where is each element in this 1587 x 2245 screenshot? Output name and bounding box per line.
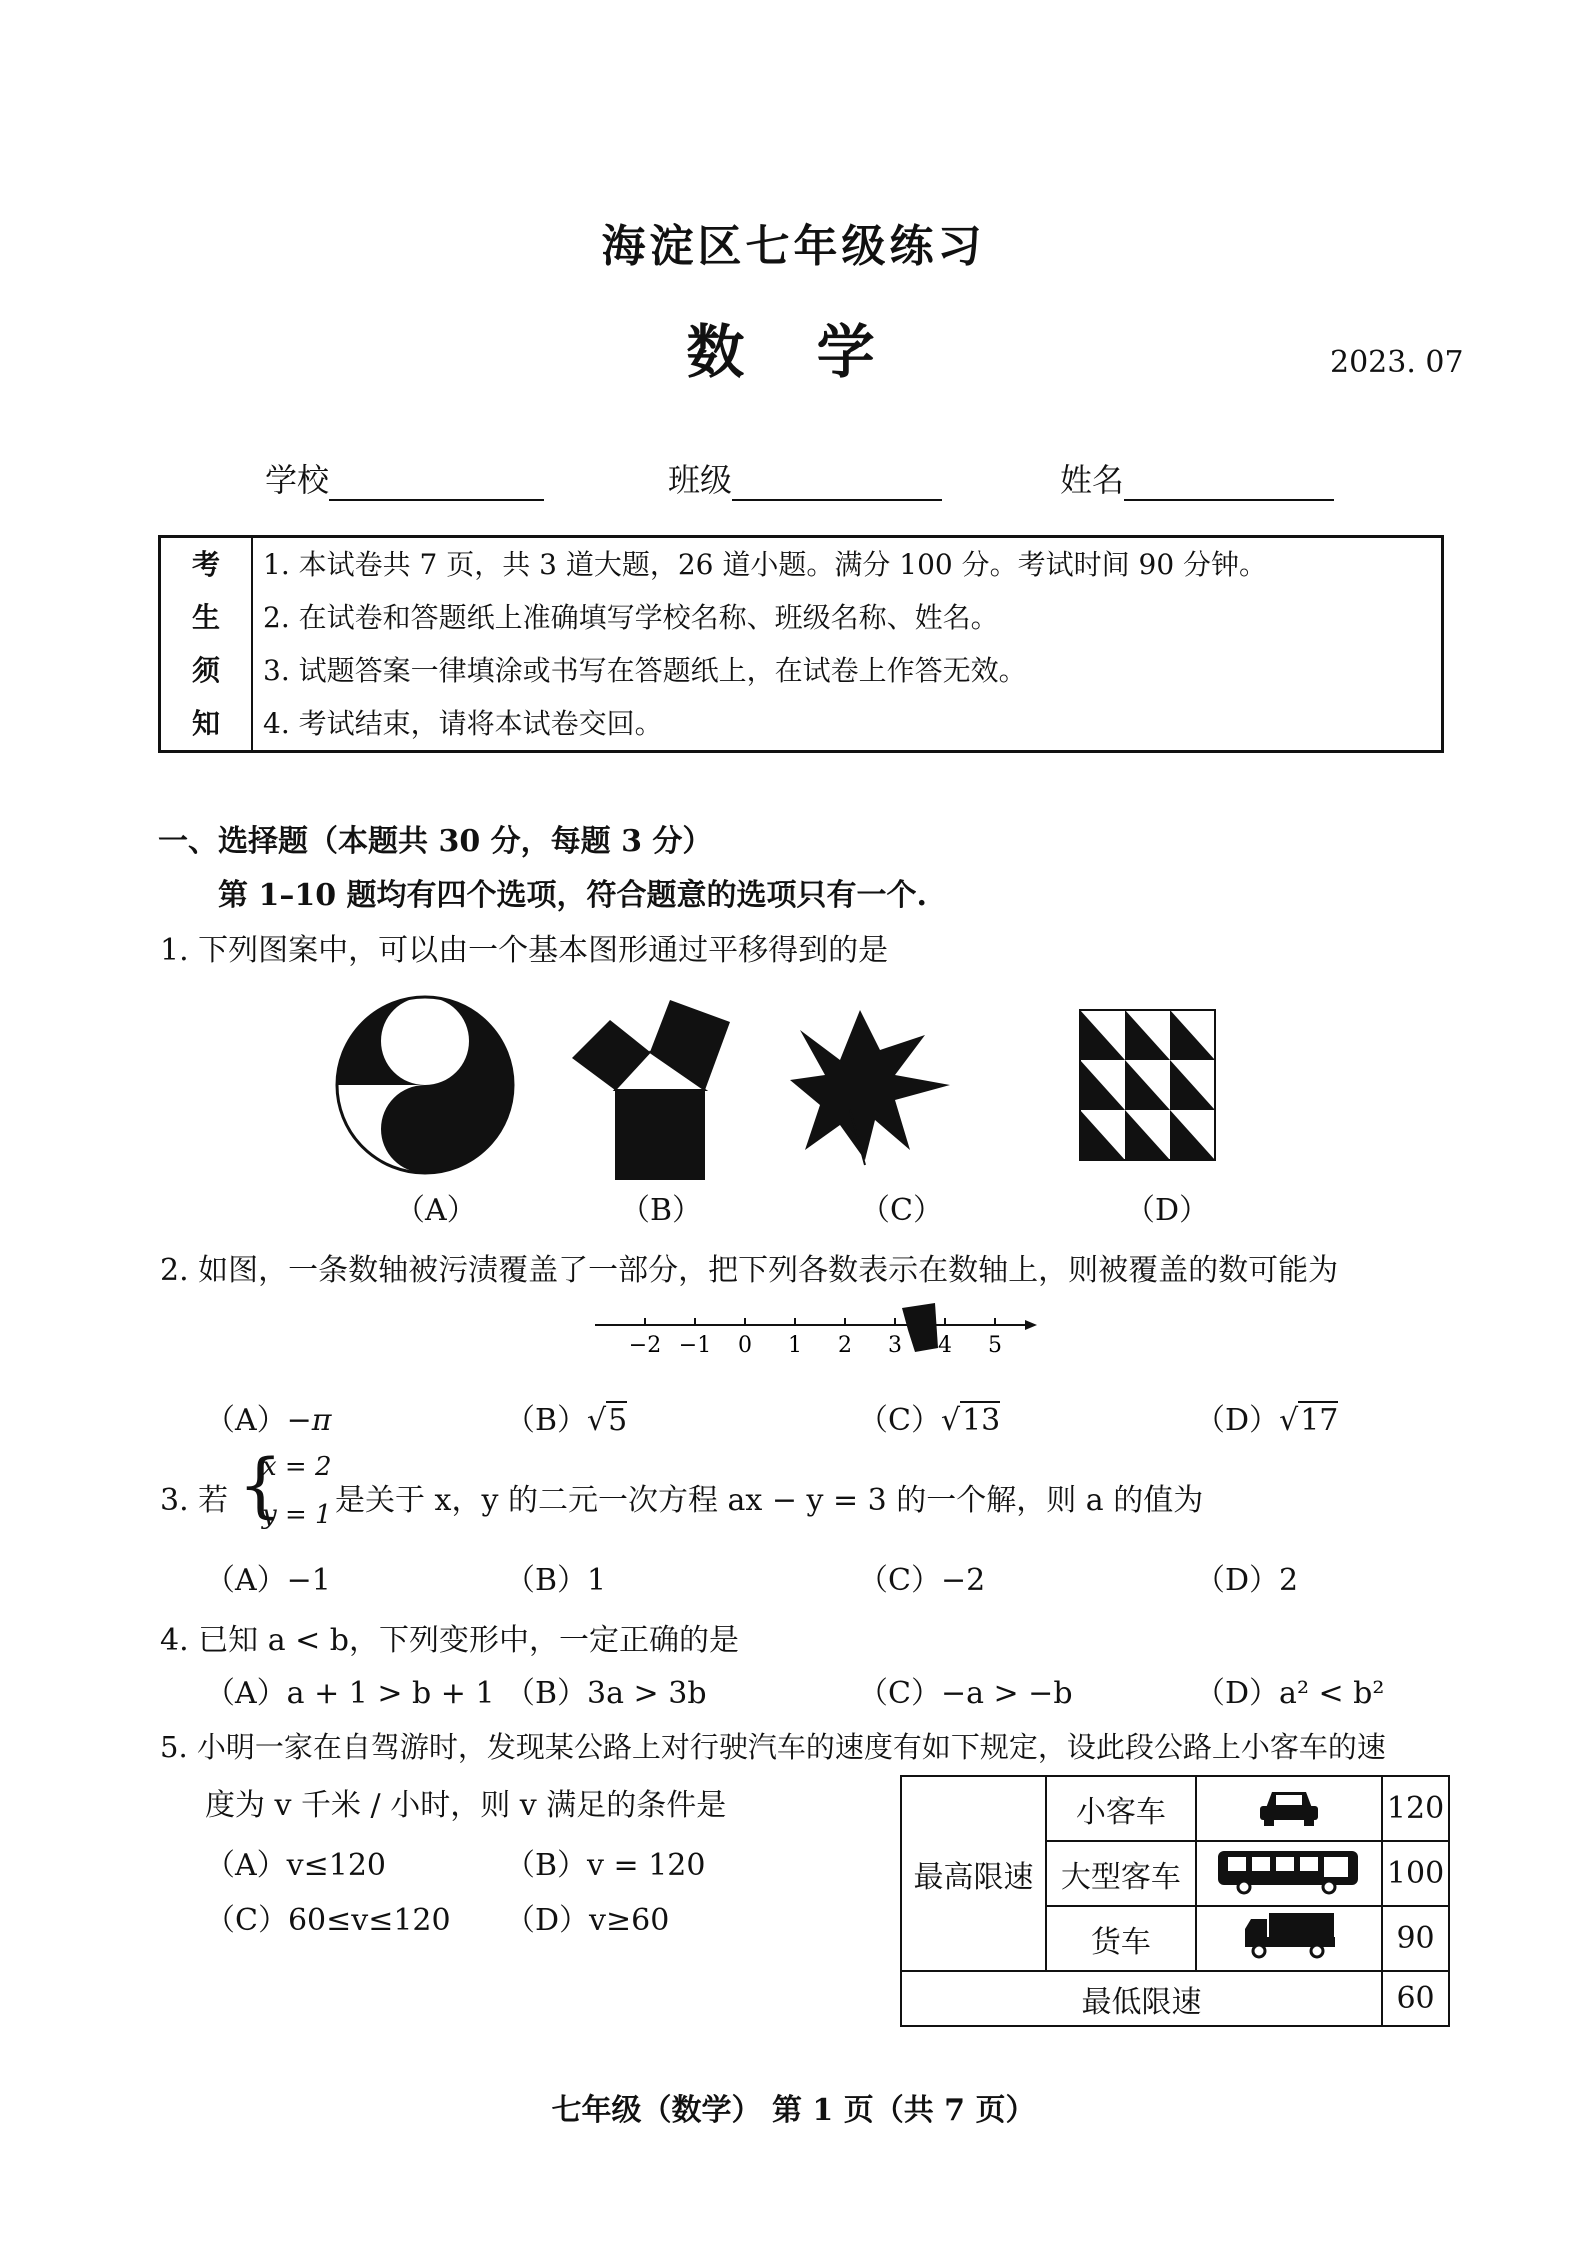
q3-option-d[interactable]: （D）2: [1195, 1563, 1299, 1598]
tick-label: 2: [838, 1333, 852, 1358]
car-icon: [1196, 1776, 1382, 1841]
vehicle-type: 货车: [1046, 1906, 1196, 1971]
school-blank[interactable]: [329, 469, 544, 501]
tick-label: 1: [788, 1333, 802, 1358]
option-label: （B）: [505, 1403, 588, 1438]
tick-label: 0: [738, 1333, 752, 1358]
notice-item: 1. 本试卷共 7 页，共 3 道大题，26 道小题。满分 100 分。考试时间 90 分钟。: [263, 548, 1268, 581]
figure-a-icon: [337, 997, 513, 1173]
speed-limit-table: [900, 1775, 1450, 2027]
q1-caption-b: （B）: [620, 1193, 703, 1228]
figure-c-icon: [790, 1010, 950, 1165]
max-speed-label: 最高限速: [901, 1776, 1046, 1971]
name-blank[interactable]: [1124, 469, 1334, 501]
page-footer: 七年级（数学） 第 1 页（共 7 页）: [551, 2093, 1036, 2128]
min-speed-value: 60: [1382, 1971, 1449, 2026]
q1-stem: 1. 下列图案中，可以由一个基本图形通过平移得到的是: [160, 933, 889, 968]
tick-label: −2: [628, 1333, 662, 1358]
class-blank[interactable]: [732, 469, 942, 501]
q3-stem: 是关于 x，y 的二元一次方程 ax − y = 3 的一个解，则 a 的值为: [335, 1483, 1204, 1518]
tick-label: 4: [938, 1333, 952, 1358]
truck-icon: [1196, 1906, 1382, 1971]
ink-stain: [902, 1303, 938, 1352]
sqrt-icon: √: [1279, 1403, 1299, 1438]
class-label: 班级: [668, 461, 733, 499]
exam-title: 海淀区七年级练习: [601, 221, 986, 272]
option-label: （D）: [1195, 1403, 1280, 1438]
q2-option-c[interactable]: [858, 1395, 1000, 1439]
vehicle-type: 小客车: [1046, 1776, 1196, 1841]
q1-caption-c: （C）: [860, 1193, 943, 1228]
vehicle-type: 大型客车: [1046, 1841, 1196, 1906]
min-speed-label: 最低限速: [901, 1971, 1382, 2026]
q5-option-d[interactable]: （D）v≥60: [505, 1903, 670, 1938]
q1-figures: [320, 990, 1280, 1190]
q4-option-d[interactable]: （D）a² < b²: [1195, 1676, 1385, 1711]
sqrt-icon: √: [940, 1403, 961, 1438]
sqrt-icon: √: [587, 1403, 607, 1438]
q4-option-b[interactable]: （B）3a > 3b: [505, 1676, 707, 1711]
arrow-right-icon: [1025, 1320, 1037, 1330]
speed-value: 90: [1382, 1906, 1449, 1971]
section-instruction: 第 1–10 题均有四个选项，符合题意的选项只有一个.: [218, 878, 927, 913]
q1-caption-d: （D）: [1125, 1193, 1210, 1228]
name-field: [1060, 455, 1334, 501]
q4-option-c[interactable]: （C）−a > −b: [858, 1676, 1073, 1711]
notice-item: 2. 在试卷和答题纸上准确填写学校名称、班级名称、姓名。: [263, 601, 999, 634]
speed-value: 100: [1382, 1841, 1449, 1906]
figure-d-icon: [1080, 1010, 1215, 1160]
notice-side-char: 生: [191, 601, 220, 634]
exam-notice-box: [158, 535, 1444, 753]
q3-number: 3. 若: [160, 1483, 229, 1518]
q2-option-d[interactable]: [1195, 1395, 1338, 1439]
q5-stem-line1: 5. 小明一家在自驾游时，发现某公路上对行驶汽车的速度有如下规定，设此段公路上小客车的速: [160, 1730, 1386, 1764]
exam-date: 2023. 07: [1330, 345, 1464, 380]
q5-option-c[interactable]: （C）60≤v≤120: [205, 1903, 451, 1938]
option-value: 5: [608, 1403, 628, 1438]
notice-side-char: 须: [191, 654, 220, 687]
figure-b-icon: [572, 1000, 730, 1180]
q2-option-a[interactable]: [205, 1395, 332, 1439]
notice-item: 4. 考试结束，请将本试卷交回。: [263, 707, 663, 740]
school-field: [265, 455, 544, 501]
option-value: −π: [286, 1403, 332, 1438]
number-line: [590, 1300, 1040, 1360]
notice-side-label: [161, 538, 253, 750]
option-value: 17: [1300, 1403, 1339, 1438]
q4-option-a[interactable]: （A）a + 1 > b + 1: [205, 1676, 495, 1711]
q4-stem: 4. 已知 a < b，下列变形中，一定正确的是: [160, 1623, 739, 1658]
q3-option-b[interactable]: （B）1: [505, 1563, 607, 1598]
q5-option-a[interactable]: （A）v≤120: [205, 1848, 387, 1883]
option-label: （C）: [858, 1403, 941, 1438]
tick-label: 5: [988, 1333, 1002, 1358]
school-label: 学校: [265, 461, 330, 499]
q5-option-b[interactable]: （B）v = 120: [505, 1848, 706, 1883]
q2-option-b[interactable]: [505, 1395, 627, 1439]
q5-stem-line2: 度为 v 千米 / 小时，则 v 满足的条件是: [205, 1788, 727, 1823]
q3-option-c[interactable]: （C）−2: [858, 1563, 986, 1598]
q1-caption-a: （A）: [395, 1193, 477, 1228]
class-field: [668, 455, 942, 501]
q3-eq1: x = 2: [262, 1452, 332, 1482]
notice-item: 3. 试题答案一律填涂或书写在答题纸上，在试卷上作答无效。: [263, 654, 1027, 687]
q3-option-a[interactable]: （A）−1: [205, 1563, 331, 1598]
option-value: 13: [962, 1403, 1001, 1438]
q3-eq2: y = 1: [262, 1500, 332, 1530]
notice-side-char: 考: [191, 548, 220, 581]
name-label: 姓名: [1060, 461, 1125, 499]
bus-icon: [1196, 1841, 1382, 1906]
speed-value: 120: [1382, 1776, 1449, 1841]
q2-stem: 2. 如图，一条数轴被污渍覆盖了一部分，把下列各数表示在数轴上，则被覆盖的数可能为: [160, 1253, 1339, 1288]
subject-title: 数 学: [686, 318, 901, 386]
notice-items: [263, 538, 1431, 750]
section-heading: 一、选择题（本题共 30 分，每题 3 分）: [158, 824, 713, 859]
brace-icon: {: [238, 1444, 283, 1526]
tick-label: 3: [888, 1333, 902, 1358]
tick-label: −1: [678, 1333, 712, 1358]
option-label: （A）: [205, 1403, 287, 1438]
notice-side-char: 知: [191, 707, 220, 740]
